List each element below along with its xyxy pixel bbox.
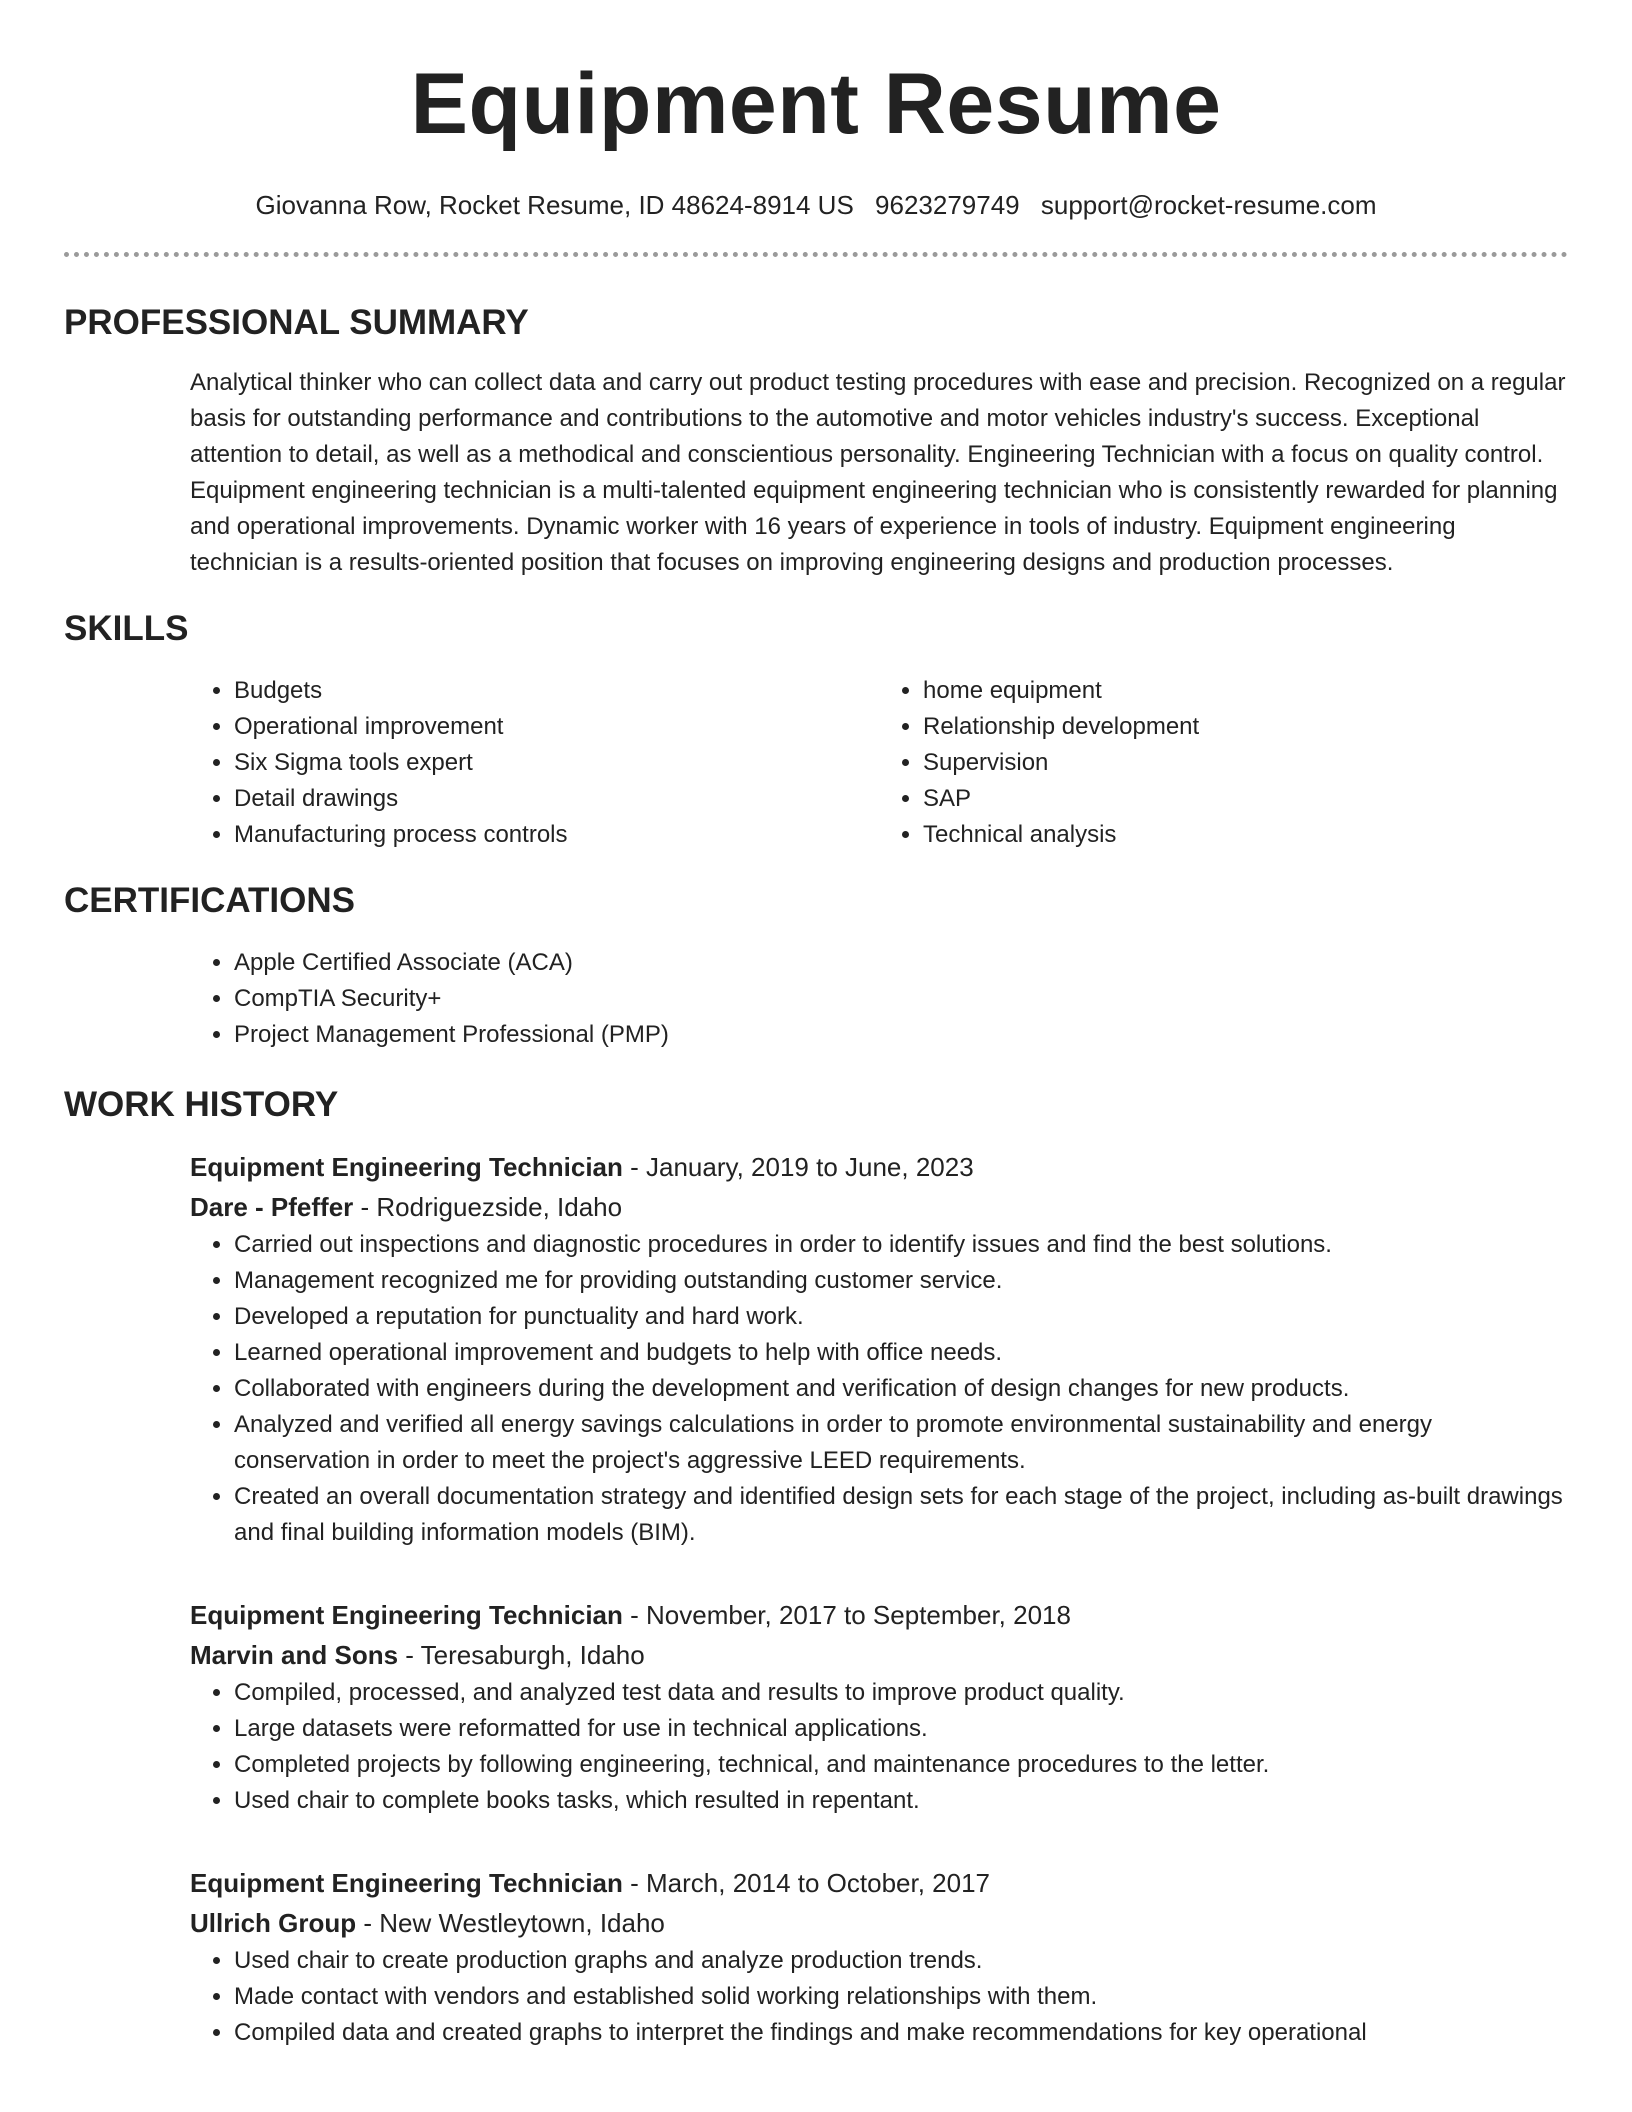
job-location: - Rodriguezside, Idaho: [353, 1192, 623, 1222]
job-bullet: • Developed a reputation for punctuality and hard work.: [234, 1299, 1568, 1335]
header-divider: [64, 252, 1568, 257]
job-bullet: • Compiled data and created graphs to interpret the findings and make recommendations for key operational: [234, 2015, 1568, 2051]
summary-body: [190, 365, 1568, 581]
skill-item: • home equipment: [923, 673, 1568, 709]
job-dates: - January, 2019 to June, 2023: [622, 1152, 974, 1182]
job-bullet: • Analyzed and verified all energy savings calculations in order to promote environmental sustainability and energy conservation in order to meet the project's aggressive LEED requirements.: [234, 1407, 1568, 1479]
job-company-line: [190, 1187, 1568, 1227]
summary-text: Analytical thinker who can collect data and carry out product testing procedures with ease and precision. Recognized on a regular basis for outstanding performance and contributions to the automotive and motor vehicles industry's success. Exceptional attention to detail, as well as a methodical and conscientious personality. Engineering Technician with a focus on quality control. Equipment engineering technician is a multi-talented equipment engineering technician who is consistently rewarded for planning and operational improvements. Dynamic worker with 16 years of experience in tools of industry. Equipment engineering technician is a results-oriented position that focuses on improving engineering designs and production processes.: [190, 369, 1566, 576]
job-title-line: [190, 1863, 1568, 1903]
job-dates: - November, 2017 to September, 2018: [622, 1600, 1071, 1630]
certifications-section: [64, 879, 1568, 1053]
job-bullet: • Created an overall documentation strategy and identified design sets for each stage of the project, including as-built drawings and final building information models (BIM).: [234, 1479, 1568, 1551]
summary-section: [64, 301, 1568, 581]
contact-email[interactable]: support@rocket-resume.com: [1040, 190, 1377, 220]
job-title: Equipment Engineering Technician: [190, 1600, 623, 1630]
job-dates: - March, 2014 to October, 2017: [622, 1868, 991, 1898]
job-entry: [190, 1595, 1568, 1819]
skill-item: • Supervision: [923, 745, 1568, 781]
job-title-line: [190, 1595, 1568, 1635]
job-title: Equipment Engineering Technician: [190, 1868, 623, 1898]
contact-address: Giovanna Row, Rocket Resume, ID 48624-8914 US: [255, 190, 854, 220]
job-bullet: • Learned operational improvement and budgets to help with office needs.: [234, 1335, 1568, 1371]
job-bullet: • Large datasets were reformatted for use in technical applications.: [234, 1711, 1568, 1747]
skill-item: • Relationship development: [923, 709, 1568, 745]
job-bullet: • Made contact with vendors and established solid working relationships with them.: [234, 1979, 1568, 2015]
job-bullet: • Management recognized me for providing outstanding customer service.: [234, 1263, 1568, 1299]
contact-line: [64, 188, 1568, 222]
job-title-line: [190, 1147, 1568, 1187]
job-entry: [190, 1147, 1568, 1551]
skill-item: • Six Sigma tools expert: [234, 745, 879, 781]
job-entry: [190, 1863, 1568, 2051]
skills-section: [64, 607, 1568, 853]
job-bullet: • Completed projects by following engineering, technical, and maintenance procedures to the letter.: [234, 1747, 1568, 1783]
job-bullet: • Compiled, processed, and analyzed test data and results to improve product quality.: [234, 1675, 1568, 1711]
job-bullet: • Collaborated with engineers during the development and verification of design changes for new products.: [234, 1371, 1568, 1407]
job-title: Equipment Engineering Technician: [190, 1152, 623, 1182]
job-bullet: • Carried out inspections and diagnostic procedures in order to identify issues and find the best solutions.: [234, 1227, 1568, 1263]
certification-item: • Project Management Professional (PMP): [234, 1017, 1568, 1053]
job-location: - New Westleytown, Idaho: [356, 1908, 665, 1938]
resume-page: [64, 0, 1568, 2095]
certification-item: • Apple Certified Associate (ACA): [234, 945, 1568, 981]
job-company: Marvin and Sons: [190, 1640, 399, 1670]
certifications-body: [190, 945, 1568, 1053]
job-bullets: [190, 1675, 1568, 1819]
skill-item: • Detail drawings: [234, 781, 879, 817]
certification-item: • CompTIA Security+: [234, 981, 1568, 1017]
skills-heading: SKILLS: [64, 609, 189, 648]
work-history-section: [64, 1083, 1568, 2051]
skill-item: • SAP: [923, 781, 1568, 817]
work-history-heading: WORK HISTORY: [64, 1085, 339, 1124]
skill-item: • Budgets: [234, 673, 879, 709]
job-company-line: [190, 1635, 1568, 1675]
skill-item: • Technical analysis: [923, 817, 1568, 853]
skills-grid: [190, 673, 1568, 853]
job-bullet: • Used chair to complete books tasks, which resulted in repentant.: [234, 1783, 1568, 1819]
summary-heading: PROFESSIONAL SUMMARY: [64, 303, 529, 342]
skills-list-left: [190, 673, 879, 853]
job-location: - Teresaburgh, Idaho: [398, 1640, 645, 1670]
job-bullets: [190, 1943, 1568, 2051]
certifications-list: [190, 945, 1568, 1053]
contact-phone[interactable]: 9623279749: [875, 190, 1020, 220]
job-bullet: • Used chair to create production graphs and analyze production trends.: [234, 1943, 1568, 1979]
work-history-body: [190, 1147, 1568, 2051]
job-company-line: [190, 1903, 1568, 1943]
skill-item: • Manufacturing process controls: [234, 817, 879, 853]
resume-title: Equipment Resume: [410, 56, 1222, 152]
job-company: Dare - Pfeffer: [190, 1192, 354, 1222]
certifications-heading: CERTIFICATIONS: [64, 881, 356, 920]
job-company: Ullrich Group: [190, 1908, 357, 1938]
job-bullets: [190, 1227, 1568, 1551]
skill-item: • Operational improvement: [234, 709, 879, 745]
skills-list-right: [879, 673, 1568, 853]
